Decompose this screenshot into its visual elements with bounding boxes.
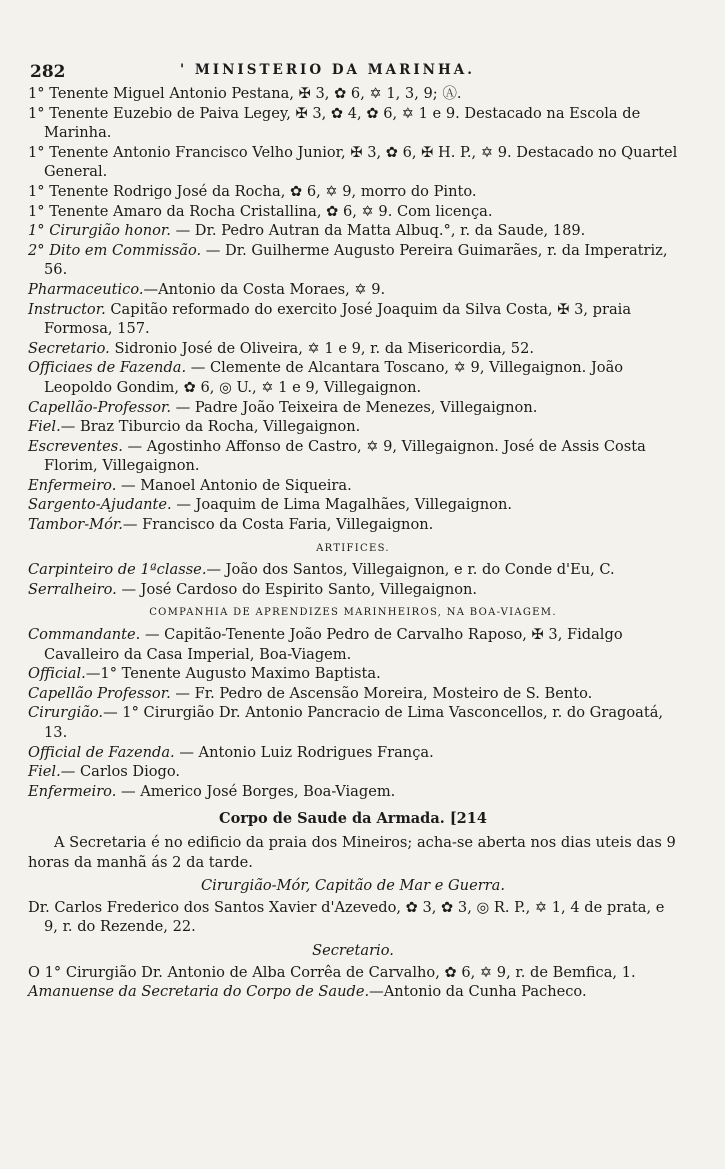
role-label: Amanuense da Secretaria do Corpo de Saude. (28, 983, 370, 1001)
role-entry (28, 495, 678, 515)
role-entry (28, 743, 678, 763)
subheading: Secretario. (312, 941, 394, 959)
entry-line: 1° Tenente Amaro da Rocha Cristallina, ✿ 6, ✡ 9. Com licença. (28, 202, 493, 220)
role-entry (28, 398, 678, 418)
role-text: — Americo José Borges, Boa-Viagem. (116, 782, 396, 800)
role-text: — 1° Cirurgião Dr. Antonio Pancracio de Lima Vasconcellos, r. do Gragoatá, 13. (44, 704, 664, 741)
role-entry (28, 221, 678, 241)
role-entry (28, 684, 678, 704)
role-text: — Joaquim de Lima Magalhães, Villegaignon. (171, 496, 512, 514)
section-paragraph: A Secretaria é no edificio da praia dos Mineiros; acha-se aberta nos dias uteis das 9 horas da manhã ás 2 da tarde. (28, 833, 676, 871)
role-label: Pharmaceutico. (28, 280, 144, 298)
role-label: Officiaes de Fazenda. (28, 359, 187, 377)
role-label: Instructor. (28, 300, 106, 318)
role-text: — José Cardoso do Espirito Santo, Villegaignon. (116, 580, 478, 598)
role-label: Carpinteiro de 1ªclasse. (28, 561, 207, 579)
entry-line: 1° Tenente Rodrigo José da Rocha, ✿ 6, ✡ 9, morro do Pinto. (28, 182, 477, 200)
role-label: Cirurgião. (28, 704, 104, 722)
role-label: Official de Fazenda. (28, 743, 175, 761)
companhia-heading: COMPANHIA DE APRENDIZES MARINHEIROS, NA BOA-VIAGEM. (149, 607, 557, 619)
role-label: Serralheiro. (28, 580, 117, 598)
role-entry (28, 982, 678, 1002)
entry-line: Dr. Carlos Frederico dos Santos Xavier d'Azevedo, ✿ 3, ✿ 3, ◎ R. P., ✡ 1, 4 de prata, e 9, r. do Rezende, 22. (28, 898, 665, 936)
role-entry (28, 358, 678, 397)
role-text: — João dos Santos, Villegaignon, e r. do Conde d'Eu, C. (206, 561, 615, 579)
section-heading: Corpo de Saude da Armada. [214 (219, 810, 487, 828)
role-label: 1° Cirurgião honor. (28, 222, 171, 240)
role-entry (28, 782, 678, 802)
role-entry (28, 515, 678, 535)
role-entry (28, 339, 678, 359)
role-label: Escreventes. (28, 437, 123, 455)
role-label: Commandante. (28, 626, 141, 644)
role-text: Sidronio José de Oliveira, ✡ 1 e 9, r. da Misericordia, 52. (109, 339, 535, 357)
role-text: — Padre João Teixeira de Menezes, Villegaignon. (171, 398, 538, 416)
role-text: — Manoel Antonio de Siqueira. (116, 476, 352, 494)
role-entry (28, 664, 678, 684)
role-label: Fiel. (28, 763, 61, 781)
entry-line: 1° Tenente Antonio Francisco Velho Junior, ✠ 3, ✿ 6, ✠ H. P., ✡ 9. Destacado no Quartel General. (28, 143, 678, 181)
role-label: Tambor-Mór. (28, 516, 123, 534)
artifices-heading: ARTIFICES. (316, 542, 390, 554)
document-body (28, 84, 678, 1002)
role-text: — Agostinho Affonso de Castro, ✡ 9, Villegaignon. José de Assis Costa Florim, Villegaignon. (44, 437, 646, 475)
role-text: — Capitão-Tenente João Pedro de Carvalho Raposo, ✠ 3, Fidalgo Cavalleiro da Casa Imperial, Boa-Viagem. (44, 626, 623, 663)
role-entry (28, 437, 678, 476)
role-text: — Carlos Diogo. (60, 763, 181, 781)
role-entry (28, 625, 678, 664)
entry-line: 1° Tenente Miguel Antonio Pestana, ✠ 3, ✿ 6, ✡ 1, 3, 9; Ⓐ. (28, 85, 462, 102)
role-text: — Clemente de Alcantara Toscano, ✡ 9, Villegaignon. João Leopoldo Gondim, ✿ 6, ◎ U., ✡ 1 e 9, Villegaignon. (44, 359, 624, 396)
role-label: Sargento-Ajudante. (28, 496, 172, 514)
role-entry (28, 762, 678, 782)
role-label: Enfermeiro. (28, 476, 117, 494)
role-text: —Antonio da Costa Moraes, ✡ 9. (143, 280, 386, 298)
role-text: — Dr. Guilherme Augusto Pereira Guimarães, r. da Imperatriz, 56. (44, 241, 668, 279)
role-text: — Braz Tiburcio da Rocha, Villegaignon. (60, 418, 361, 436)
role-entry (28, 580, 678, 600)
role-label: Capellão-Professor. (28, 398, 171, 416)
role-text: —Antonio da Cunha Pacheco. (369, 983, 587, 1001)
role-entry (28, 241, 678, 280)
role-text: — Dr. Pedro Autran da Matta Albuq.°, r. da Saude, 189. (170, 222, 586, 240)
role-entry (28, 300, 678, 339)
entry-line: 1° Tenente Euzebio de Paiva Legey, ✠ 3, ✿ 4, ✿ 6, ✡ 1 e 9. Destacado na Escola de Marinha. (28, 104, 641, 142)
role-entry (28, 476, 678, 496)
role-text: — Antonio Luiz Rodrigues França. (174, 743, 434, 761)
role-text: —1° Tenente Augusto Maximo Baptista. (85, 665, 381, 683)
role-label: Capellão Professor. (28, 684, 171, 702)
role-entry (28, 280, 678, 300)
role-entry (28, 560, 678, 580)
subheading: Cirurgião-Mór, Capitão de Mar e Guerra. (201, 877, 505, 895)
page-title: ' MINISTERIO DA MARINHA. (180, 62, 475, 78)
role-entry (28, 417, 678, 437)
role-text: — Francisco da Costa Faria, Villegaignon. (122, 516, 434, 534)
role-label: Official. (28, 665, 86, 683)
page-header (30, 62, 650, 82)
role-label: Fiel. (28, 418, 61, 436)
role-text: Capitão reformado do exercito José Joaquim da Silva Costa, ✠ 3, praia Formosa, 157. (44, 300, 632, 338)
role-entry (28, 703, 678, 742)
role-label: Secretario. (28, 339, 110, 357)
page-number: 282 (30, 62, 66, 82)
role-label: 2° Dito em Commissão. (28, 241, 202, 259)
entry-line: O 1° Cirurgião Dr. Antonio de Alba Corrêa de Carvalho, ✿ 6, ✡ 9, r. de Bemfica, 1. (28, 963, 636, 981)
role-label: Enfermeiro. (28, 782, 117, 800)
role-text: — Fr. Pedro de Ascensão Moreira, Mosteiro de S. Bento. (170, 684, 593, 702)
